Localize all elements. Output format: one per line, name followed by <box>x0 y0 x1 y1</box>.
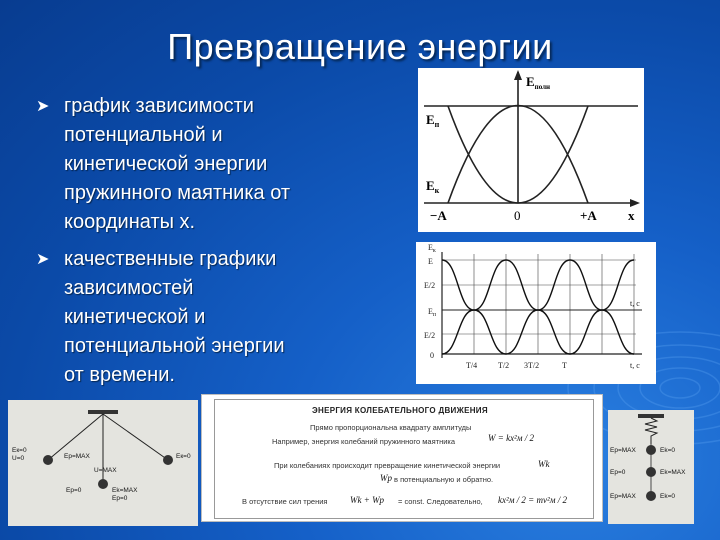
zero-label: 0 <box>430 351 434 360</box>
bullet-item <box>36 245 366 390</box>
arrow-bullet-icon: ➤ <box>36 98 50 115</box>
bob-right <box>163 455 173 465</box>
spring-mount <box>638 414 664 418</box>
e-half-label-2: Е/2 <box>424 331 436 340</box>
total-energy-label: $Е_{полн}$ <box>526 74 551 91</box>
formula-line-3: При колебаниях происходит превращение кинетической энергии <box>274 461 501 470</box>
tick-t2: T/2 <box>498 361 510 370</box>
potential-label: $Е_п$ <box>426 112 440 129</box>
weight-bottom <box>646 491 656 501</box>
right-top-label: Ек=0 <box>176 453 191 460</box>
x-axis-label: x <box>628 208 635 223</box>
formula-line-5b: = const. Следовательно, <box>398 497 483 506</box>
x-axis-arrow <box>630 199 640 207</box>
pivot-mount <box>88 410 118 414</box>
formula-sum: Wk + Wp <box>350 495 385 505</box>
spring-r3-right: Ek=0 <box>660 493 675 500</box>
bottom-end-label: Ep=0 <box>112 495 128 502</box>
energy-formula-card <box>201 394 603 522</box>
time-grid <box>442 254 636 354</box>
string-right <box>103 414 168 460</box>
bullet-list <box>36 92 366 398</box>
ek-label: $Е_к$ <box>428 243 436 254</box>
t-axis-bottom-label: t, c <box>630 361 640 370</box>
bullet-text: качественные графики зависимостей кинетической и потенциальной энергии от времени. <box>64 248 285 386</box>
bottom-left-label: Ep=0 <box>66 487 82 494</box>
pendulum-figure <box>8 400 198 526</box>
formula-equality: kx²м / 2 = mv²м / 2 <box>498 495 567 505</box>
spring-r2-left: Ep=0 <box>610 469 626 476</box>
spring-r2-right: Ek=MAX <box>660 469 686 476</box>
formula-wk: Wk <box>538 459 550 469</box>
weight-top <box>646 445 656 455</box>
spring-figure <box>608 410 694 524</box>
formula-heading: ЭНЕРГИЯ КОЛЕБАТЕЛЬНОГО ДВИЖЕНИЯ <box>312 406 488 415</box>
bob-left <box>43 455 53 465</box>
bob-center <box>98 479 108 489</box>
x-zero-label: 0 <box>514 208 521 223</box>
weight-mid <box>646 467 656 477</box>
energy-vs-time-graph <box>416 242 656 384</box>
center-label: U=MAX <box>94 467 117 474</box>
bottom-right-label: Ek=MAX <box>112 487 138 494</box>
energy-vs-coordinate-graph <box>418 68 644 232</box>
y-axis-arrow <box>514 70 522 80</box>
formula-wp: Wp <box>380 473 392 483</box>
bullet-text: график зависимости потенциальной и кинетической энергии пружинного маятника от координаты x. <box>64 95 291 233</box>
t-axis-mid-label: t, c <box>630 299 640 308</box>
tick-3t2: 3T/2 <box>524 361 540 370</box>
bullet-item <box>36 92 366 237</box>
e-half-label: Е/2 <box>424 281 436 290</box>
formula-energy: W = kx²м / 2 <box>488 433 535 443</box>
spring-r3-left: Ep=MAX <box>610 493 636 500</box>
formula-line-5: В отсутствие сил трения <box>242 497 328 506</box>
spring-r1-right: Ek=0 <box>660 447 675 454</box>
kinetic-label: $Е_к$ <box>426 178 440 195</box>
tick-t4: T/4 <box>466 361 478 370</box>
spring-coil <box>645 418 657 444</box>
x-minus-a-label: −А <box>430 208 447 223</box>
mid-top-label: Ep=MAX <box>64 453 90 460</box>
left-bottom-label: U=0 <box>12 455 25 462</box>
tick-t: T <box>562 361 567 370</box>
ep-label: $Е_п$ <box>428 307 437 318</box>
formula-line-2: Например, энергия колебаний пружинного маятника <box>272 437 456 446</box>
formula-line-4: в потенциальную и обратно. <box>394 475 494 484</box>
x-plus-a-label: +А <box>580 208 597 223</box>
formula-line-1: Прямо пропорциональна квадрату амплитуды <box>310 423 472 432</box>
left-top-label: Ек=0 <box>12 447 27 454</box>
arrow-bullet-icon: ➤ <box>36 251 50 268</box>
spring-r1-left: Ep=MAX <box>610 447 636 454</box>
slide-title: Превращение энергии <box>167 26 553 67</box>
e-label: Е <box>428 257 433 266</box>
